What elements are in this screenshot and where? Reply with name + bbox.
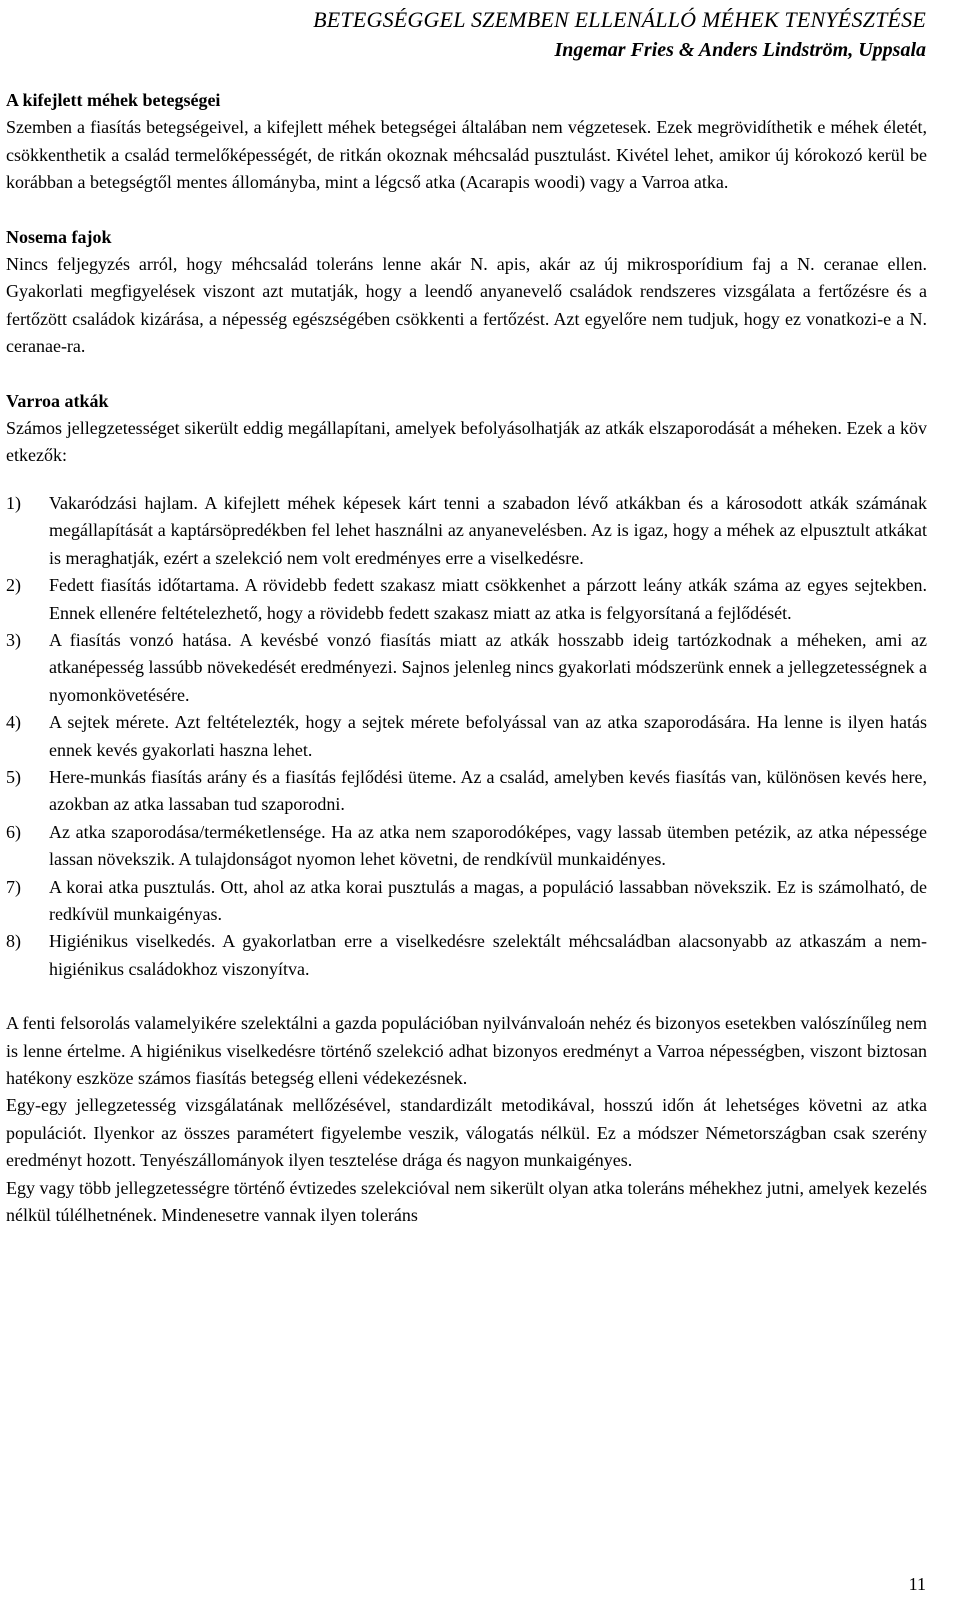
list-item (6, 819, 927, 874)
trait-list (6, 490, 927, 983)
section-paragraph: Szemben a fiasítás betegségeivel, a kifejlett méhek betegségei általában nem végzetesek. Ezek megrövidíthetik e méhek életét, csökkenthetik a család termelőképességét, de ritkán okoznak méhcsalád pusztulást. Kivétel lehet, amikor új kórokozó kerül be korábban a betegségtől mentes állományba, mint a légcső atka (Acarapis woodi) vagy a Varroa atka. (6, 117, 927, 193)
list-item-text: Vakaródzási hajlam. A kifejlett méhek képesek kárt tenni a szabadon lévő atkákban és a károsodott atkák számának megállapítását a kaptársöpredékben fel lehet használni az anyanevelésben. Az is igaz, hogy a méhek az elpusztult atkákat is meraghatják, ezért a szelekció nem volt eredményes erre a viselkedésre. (49, 492, 927, 568)
list-item (6, 764, 927, 819)
list-item (6, 572, 927, 627)
list-number: 6) (6, 821, 21, 842)
list-number: 7) (6, 876, 21, 897)
section-heading: Nosema fajok (6, 226, 112, 247)
list-number: 1) (6, 492, 21, 513)
list-item-text: Fedett fiasítás időtartama. A rövidebb fedett szakasz miatt csökkenhet a párzott leány atkák száma az egyes sejtekben. Ennek ellenére feltételezhető, hogy a rövidebb fedett szakasz miatt az atka is felgyorsítaná a fejlődését. (49, 575, 927, 623)
list-item-text: A sejtek mérete. Azt feltételezték, hogy a sejtek mérete befolyással van az atka szaporodására. Ha lenne is ilyen hatás ennek kevés gyakorlati haszna lehet. (49, 712, 927, 760)
list-number: 2) (6, 575, 21, 596)
document-body (6, 87, 927, 1229)
list-item (6, 874, 927, 929)
section-paragraph: Nincs feljegyzés arról, hogy méhcsalád toleráns lenne akár N. apis, akár az új mikrosporídium faj a N. ceranae ellen. Gyakorlati megfigyelések viszont azt mutatják, hogy a leendő anyanevelő családok rendszeres vizsgálata a fertőzésre és a fertőzött családok kizárása, a népesség egészségében csökkenti a fertőzést. Azt egyelőre nem tudjuk, hogy ez vonatkozi-e a N. ceranae-ra. (6, 254, 927, 357)
closing-paragraph: Egy vagy több jellegzetességre történő évtizedes szelekcióval nem sikerült olyan atka toleráns méhekhez jutni, amelyek kezelés nélkül túlélhetnének. Mindenesetre vannak ilyen toleráns (6, 1177, 927, 1226)
section-varroa (6, 388, 927, 984)
authors-line: Ingemar Fries & Anders Lindström, Uppsala (554, 39, 926, 61)
list-item (6, 928, 927, 983)
page-number: 11 (908, 1574, 926, 1594)
list-item (6, 627, 927, 709)
list-item (6, 709, 927, 764)
series-title: BETEGSÉGGEL SZEMBEN ELLENÁLLÓ MÉHEK TENYÉSZTÉSE (313, 7, 926, 32)
list-number: 5) (6, 766, 21, 787)
section-paragraph: Számos jellegzetességet sikerült eddig megállapítani, amelyek befolyásolhatják az atkák elszaporodását a méheken. Ezek a köv etkezők: (6, 418, 927, 466)
list-item (6, 490, 927, 572)
running-header (313, 4, 926, 66)
list-number: 8) (6, 931, 21, 952)
list-item-text: Higiénikus viselkedés. A gyakorlatban erre a viselkedésre szelektált méhcsaládban alacsonyabb az atkaszám a nem-higiénikus családokhoz viszonyítva. (49, 931, 927, 979)
list-item-text: Here-munkás fiasítás arány és a fiasítás fejlődési üteme. Az a család, amelyben kevés fiasítás van, különösen kevés here, azokban az atka lassaban tud szaporodni. (49, 766, 927, 815)
section-heading: A kifejlett méhek betegségei (6, 90, 221, 110)
list-number: 4) (6, 712, 21, 733)
closing-paragraph: A fenti felsorolás valamelyikére szelektálni a gazda populációban nyilvánvaloán nehéz és bizonyos esetekben valószínűleg nem is lenne értelme. A higiénikus viselkedésre történő szelekció adhat bizonyos eredményt a Varroa népességben, viszont biztosan hatékony eszköze számos fiasítás betegség elleni védekezésnek. (6, 1013, 927, 1088)
closing-paragraph: Egy-egy jellegzetesség vizsgálatának mellőzésével, standardizált metodikával, hosszú időn át lehetséges követni az atka populációt. Ilyenkor az összes paramétert figyelembe veszik, válogatás nélkül. Ez a módszer Németországban csak szerény eredményt hozott. Tenyészállományok ilyen tesztelése drága és nagyon munkaigényes. (6, 1095, 927, 1171)
section-heading: Varroa atkák (6, 390, 109, 411)
list-number: 3) (6, 629, 21, 650)
list-item-text: Az atka szaporodása/terméketlensége. Ha az atka nem szaporodóképes, vagy lassab ütemben petézik, az atka népessége lassan növekszik. A tulajdonságot nyomon lehet követni, de rendkívül munkaidényes. (49, 821, 927, 870)
section-nosema (6, 224, 927, 361)
list-item-text: A fiasítás vonzó hatása. A kevésbé vonzó fiasítás miatt az atkák hosszabb ideig tartózkodnak a méheken, ami az atkanépesség lassúbb növekedését eredményezi. Sajnos jelenleg nincs gyakorlati módszerünk ennek a jellegzetességnek a nyomonkövetésére. (49, 629, 927, 705)
list-item-text: A korai atka pusztulás. Ott, ahol az atka korai pusztulás a magas, a populáció lassabban növekszik. Ez is számolható, de redkívül munkaigényas. (49, 876, 927, 924)
section-closing (6, 1010, 927, 1229)
section-adult-diseases (6, 87, 927, 197)
